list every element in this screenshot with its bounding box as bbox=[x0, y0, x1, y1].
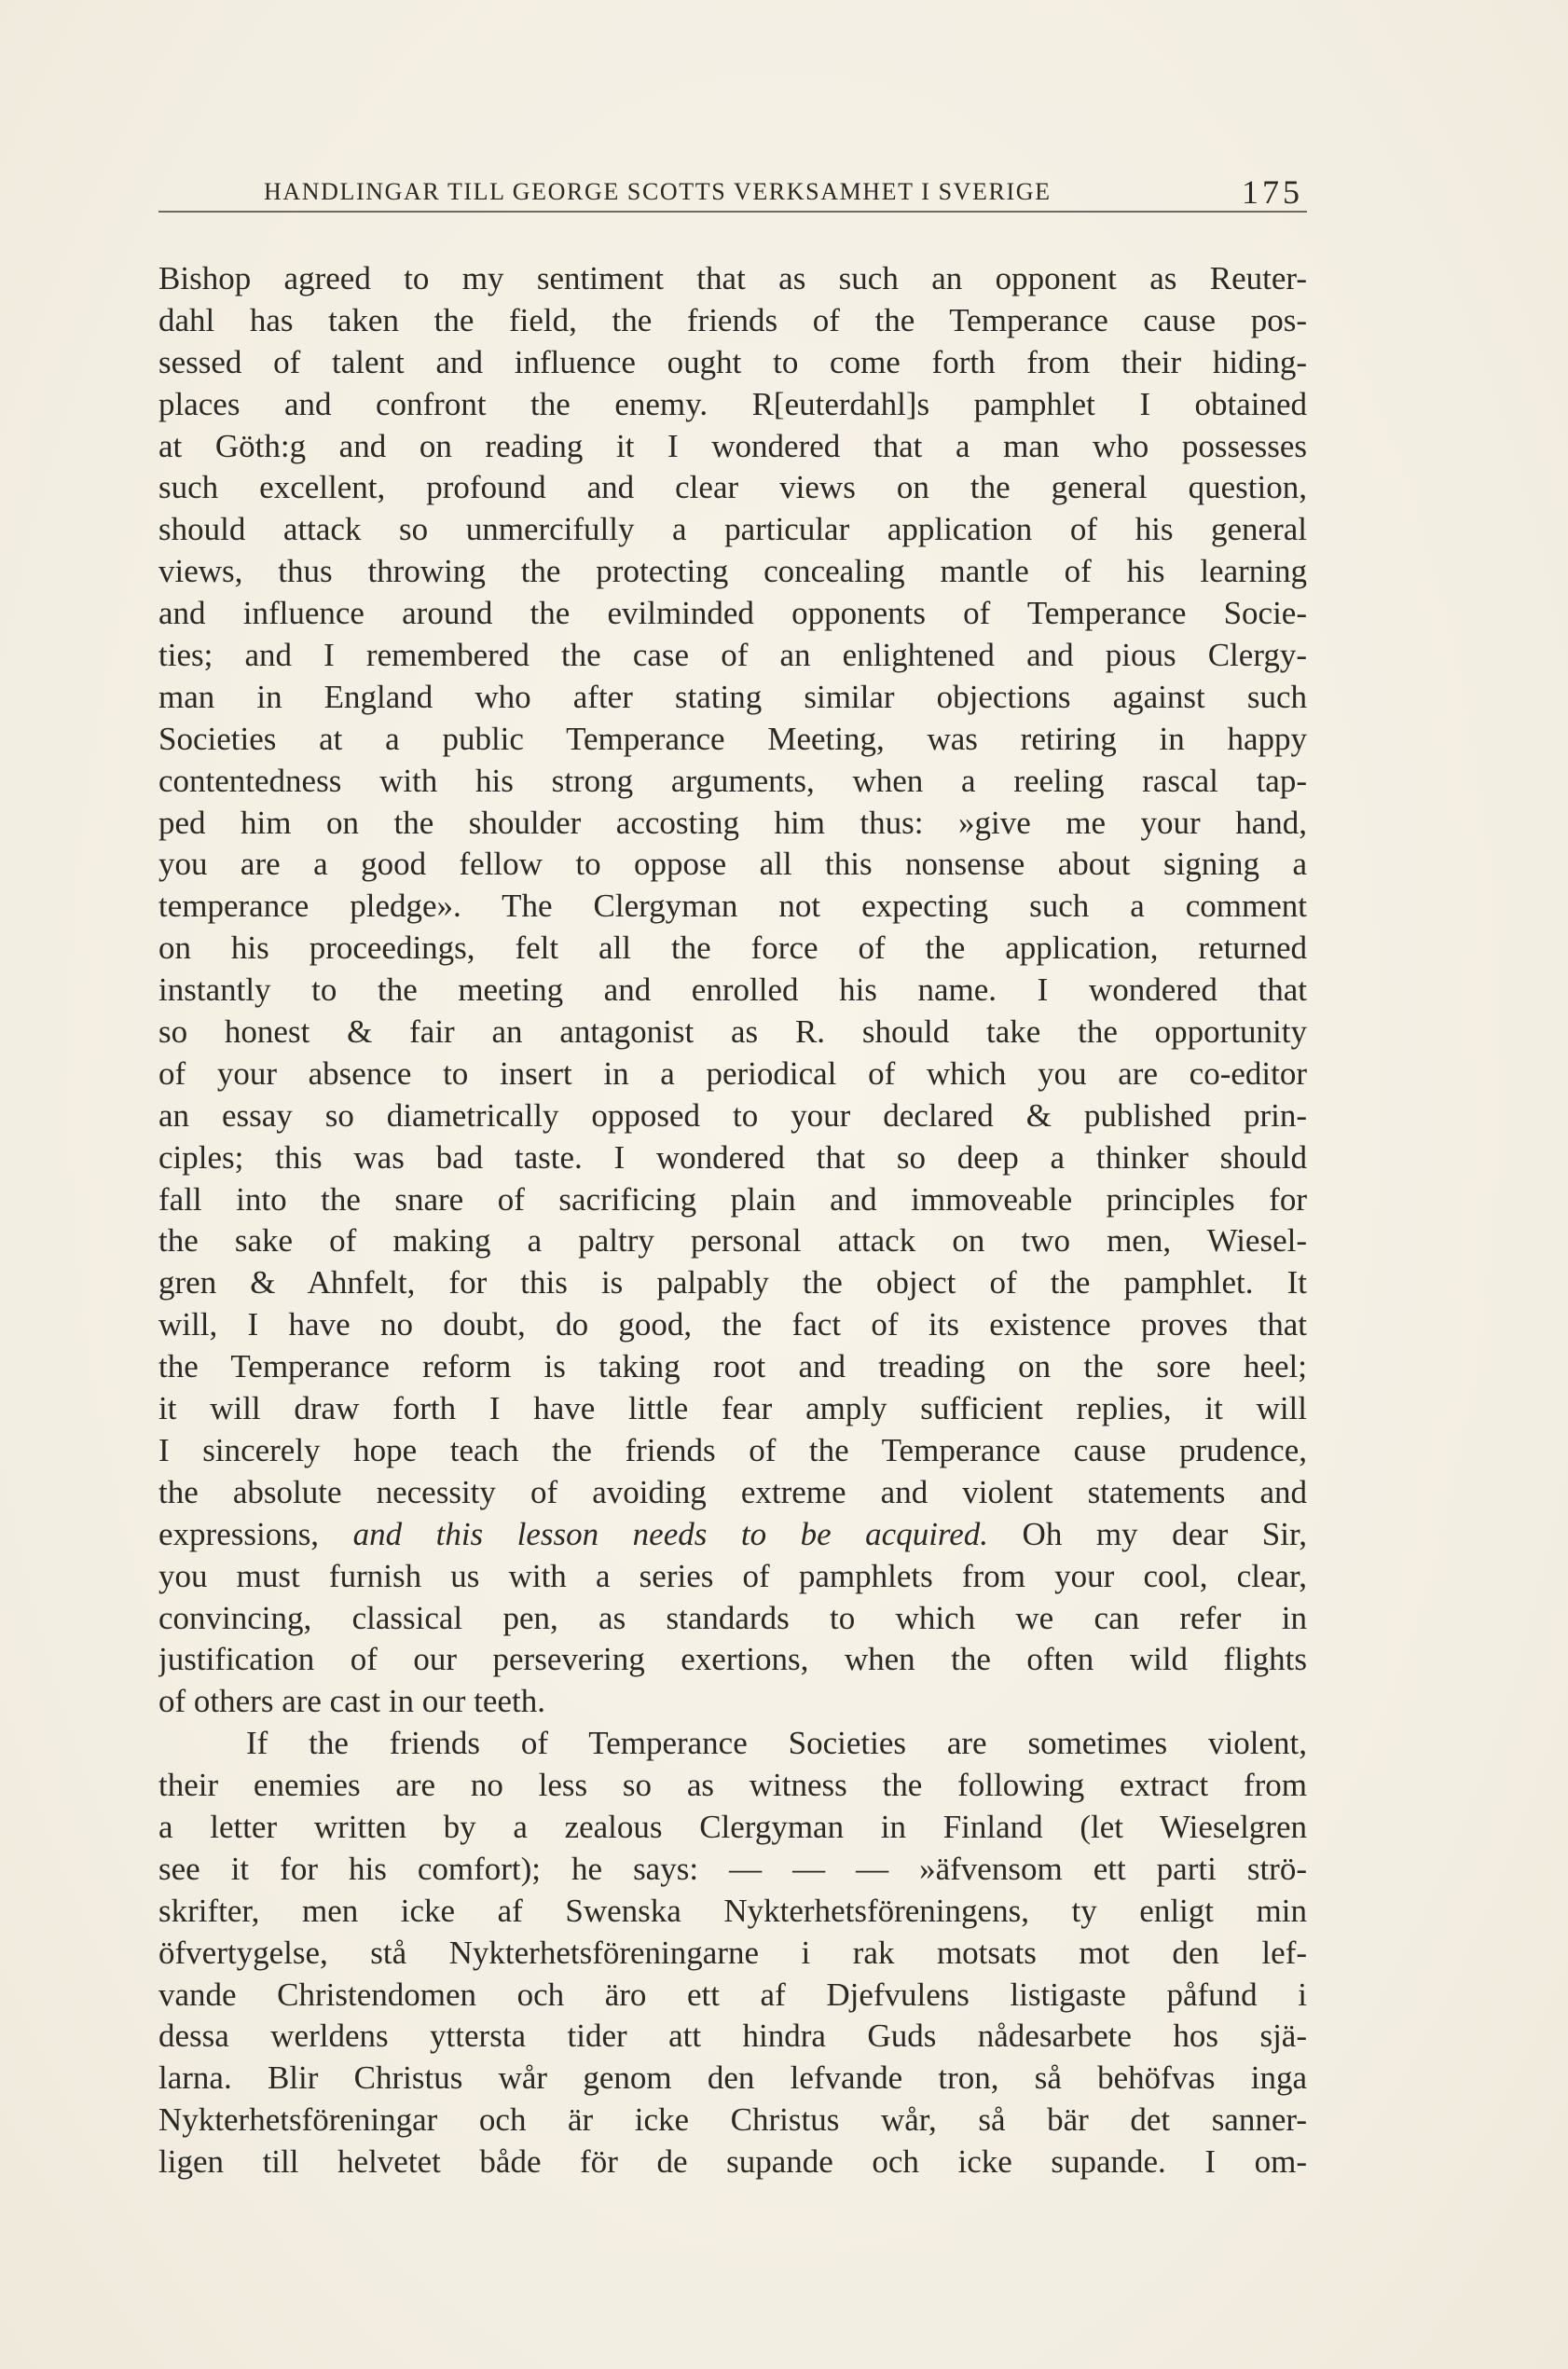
text-line: you are a good fellow to oppose all this nonsense about signing a bbox=[158, 846, 1307, 883]
text-line: contentedness with his strong arguments, when a reeling rascal tap- bbox=[158, 762, 1307, 799]
paragraph-first-line: If the friends of Temperance Societies are sometimes violent, bbox=[246, 1725, 1307, 1762]
text-line: an essay so diametrically opposed to your declared & published prin- bbox=[158, 1096, 1307, 1134]
text-line: the absolute necessity of avoiding extreme and violent statements and bbox=[158, 1473, 1307, 1510]
text-line: it will draw forth I have little fear amply sufficient replies, it will bbox=[158, 1390, 1307, 1427]
text-line: their enemies are no less so as witness the following extract from bbox=[158, 1767, 1307, 1804]
text-line: the sake of making a paltry personal attack on two men, Wiesel- bbox=[158, 1222, 1307, 1260]
text-line-with-italic bbox=[158, 1514, 1307, 1556]
text-line: justification of our persevering exertions, when the often wild flights bbox=[158, 1641, 1307, 1678]
italic-phrase: and this lesson needs to be acquired. bbox=[352, 1515, 989, 1552]
text-line: Nykterhetsföreningar och är icke Christus wår, så bär det sanner- bbox=[158, 2101, 1307, 2139]
text-line: ped him on the shoulder accosting him thus: »give me your hand, bbox=[158, 804, 1307, 841]
text-line: will, I have no doubt, do good, the fact of its existence proves that bbox=[158, 1306, 1307, 1343]
italic-line-end: Oh my dear Sir, bbox=[1022, 1515, 1307, 1552]
text-line: öfvertygelse, stå Nykterhetsföreningarne i rak motsats mot den lef- bbox=[158, 1934, 1307, 1971]
text-line: skrifter, men icke af Swenska Nykterhetsföreningens, ty enligt min bbox=[158, 1892, 1307, 1929]
text-line: larna. Blir Christus wår genom den lefvande tron, så behöfvas inga bbox=[158, 2059, 1307, 2097]
text-line: a letter written by a zealous Clergyman in Finland (let Wieselgren bbox=[158, 1808, 1307, 1845]
text-line: ties; and I remembered the case of an enlightened and pious Clergy- bbox=[158, 637, 1307, 674]
italic-line-start: expressions, bbox=[158, 1515, 320, 1552]
running-title: HANDLINGAR TILL GEORGE SCOTTS VERKSAMHET I SVERIGE bbox=[264, 178, 1052, 205]
text-line: convincing, classical pen, as standards to which we can refer in bbox=[158, 1599, 1307, 1636]
text-line: views, thus throwing the protecting concealing mantle of his learning bbox=[158, 553, 1307, 590]
text-line: at Göth:g and on reading it I wondered that a man who possesses bbox=[158, 427, 1307, 464]
paragraph-last-line: of others are cast in our teeth. bbox=[158, 1683, 545, 1720]
text-line: dahl has taken the field, the friends of the Temperance cause pos- bbox=[158, 301, 1307, 338]
text-line: so honest & fair an antagonist as R. should take the opportunity bbox=[158, 1013, 1307, 1051]
text-line: and influence around the evilminded opponents of Temperance Socie- bbox=[158, 595, 1307, 632]
text-line: such excellent, profound and clear views on the general question, bbox=[158, 469, 1307, 506]
body-text bbox=[158, 258, 1307, 2183]
text-line: of your absence to insert in a periodical of which you are co-editor bbox=[158, 1054, 1307, 1092]
text-line: you must furnish us with a series of pamphlets from your cool, clear, bbox=[158, 1557, 1307, 1594]
text-line: on his proceedings, felt all the force of the application, returned bbox=[158, 930, 1307, 967]
text-line: Societies at a public Temperance Meeting, was retiring in happy bbox=[158, 720, 1307, 757]
text-line: should attack so unmercifully a particular application of his general bbox=[158, 511, 1307, 548]
text-line: ligen till helvetet både för de supande och icke supande. I om- bbox=[158, 2143, 1307, 2181]
text-line: ciples; this was bad taste. I wondered that so deep a thinker should bbox=[158, 1138, 1307, 1176]
text-line: man in England who after stating similar objections against such bbox=[158, 678, 1307, 715]
running-header bbox=[158, 173, 1307, 213]
page-number: 175 bbox=[1242, 173, 1303, 211]
text-line: Bishop agreed to my sentiment that as such an opponent as Reuter- bbox=[158, 260, 1307, 296]
text-line: places and confront the enemy. R[euterdahl]s pamphlet I obtained bbox=[158, 385, 1307, 422]
text-line: dessa werldens yttersta tider att hindra Guds nådesarbete hos sjä- bbox=[158, 2018, 1307, 2055]
text-line: I sincerely hope teach the friends of the Temperance cause prudence, bbox=[158, 1431, 1307, 1468]
text-line: the Temperance reform is taking root and treading on the sore heel; bbox=[158, 1348, 1307, 1385]
text-line: sessed of talent and influence ought to come forth from their hiding- bbox=[158, 343, 1307, 380]
text-line: temperance pledge». The Clergyman not expecting such a comment bbox=[158, 888, 1307, 925]
text-line: instantly to the meeting and enrolled his name. I wondered that bbox=[158, 971, 1307, 1009]
text-line: gren & Ahnfelt, for this is palpably the object of the pamphlet. It bbox=[158, 1264, 1307, 1302]
text-line: vande Christendomen och äro ett af Djefvulens listigaste påfund i bbox=[158, 1976, 1307, 2013]
text-line: fall into the snare of sacrificing plain and immoveable principles for bbox=[158, 1180, 1307, 1218]
text-line: see it for his comfort); he says: — — — »äfvensom ett parti strö- bbox=[158, 1850, 1307, 1887]
